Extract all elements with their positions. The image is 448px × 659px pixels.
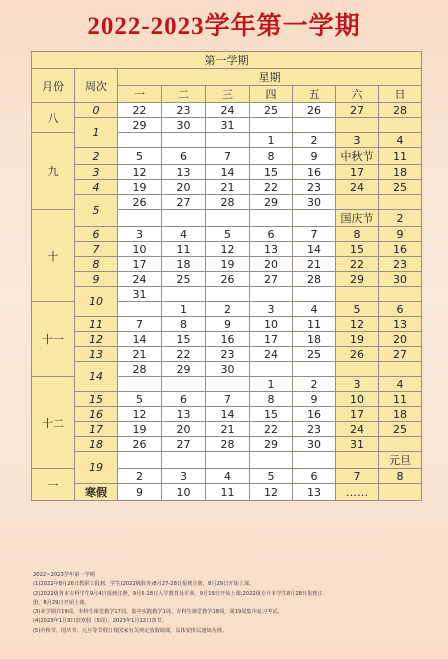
date-cell: 20 [162,180,206,195]
date-cell: 1 [250,377,293,392]
date-cell: 10 [250,317,293,332]
date-cell: 27 [162,437,206,452]
date-cell [293,362,336,377]
date-cell: 31 [206,118,250,133]
week-number-cell: 寒假 [75,484,118,501]
date-cell [293,118,336,133]
date-cell: 11 [206,484,250,501]
date-cell: 31 [118,287,162,302]
calendar-row [32,227,422,242]
date-cell [379,484,422,501]
date-cell: 16 [206,332,250,347]
date-cell: 23 [206,347,250,362]
date-cell: 6 [250,227,293,242]
date-cell: 11 [293,317,336,332]
date-cell: 14 [206,165,250,180]
date-cell [206,133,250,148]
month-cell: 九 [32,133,75,210]
date-cell: 29 [336,272,379,287]
date-cell: 19 [336,332,379,347]
calendar-row [32,148,422,165]
date-cell: 25 [293,347,336,362]
date-cell [379,287,422,302]
date-cell [162,287,206,302]
date-cell: 11 [379,392,422,407]
date-cell: 23 [162,103,206,118]
week-number-cell: 4 [75,180,118,195]
date-cell: 25 [379,180,422,195]
date-cell: 24 [336,422,379,437]
calendar-row [32,287,422,302]
calendar-row [32,272,422,287]
date-cell [379,437,422,452]
note-line: (4)2023年1月9日放寒假（5周），2023年1月22日春节。 [33,618,167,625]
date-cell: 16 [379,242,422,257]
date-cell: 21 [293,257,336,272]
notes [33,571,429,636]
date-cell: 8 [162,317,206,332]
date-cell [206,287,250,302]
date-cell [118,302,162,317]
date-cell: 22 [250,422,293,437]
semester-header: 第一学期 [32,52,422,69]
date-cell: 3 [336,133,379,148]
date-cell [206,210,250,227]
date-cell: 8 [379,469,422,484]
date-cell: 6 [293,469,336,484]
date-cell: 24 [250,347,293,362]
calendar-row [32,437,422,452]
week-number-cell: 16 [75,407,118,422]
date-cell: 13 [379,317,422,332]
date-cell: 7 [293,227,336,242]
date-cell: 26 [118,195,162,210]
month-cell: 十一 [32,302,75,377]
date-cell [250,210,293,227]
month-cell: 十二 [32,377,75,469]
weekday-header: 三 [206,86,250,103]
date-cell: 5 [206,227,250,242]
page-title: 2022-2023学年第一学期 [87,13,361,40]
date-cell: 22 [162,347,206,362]
calendar-row [32,103,422,118]
week-number-cell: 3 [75,165,118,180]
weekday-header: 六 [336,86,379,103]
calendar-row [32,195,422,210]
date-cell: 4 [162,227,206,242]
date-cell: 15 [162,332,206,347]
date-cell: 2 [118,469,162,484]
date-cell: 5 [336,302,379,317]
date-cell: 9 [118,484,162,501]
date-cell: 1 [250,133,293,148]
note-line: (3)本学期共19周，本科生课堂教学17周，集中实践教学1周。专科生课堂教学18周，第19周集中复习考试。 [33,609,283,616]
month-cell: 八 [32,103,75,133]
calendar-row [32,242,422,257]
date-cell [250,452,293,469]
date-cell: 10 [336,392,379,407]
date-cell [206,377,250,392]
date-cell: 8 [250,392,293,407]
date-cell: 15 [250,407,293,422]
date-cell: 25 [162,272,206,287]
date-cell: 25 [250,103,293,118]
date-cell: 3 [118,227,162,242]
week-number-cell: 11 [75,317,118,332]
date-cell: 26 [206,272,250,287]
week-number-cell: 15 [75,392,118,407]
date-cell: 11 [379,148,422,165]
week-number-cell: 0 [75,103,118,118]
date-cell: 15 [250,165,293,180]
calendar-row [32,422,422,437]
date-cell: 20 [162,422,206,437]
date-cell: 22 [118,103,162,118]
date-cell: 27 [250,272,293,287]
date-cell: 10 [118,242,162,257]
date-cell [379,118,422,133]
date-cell [162,210,206,227]
note-line: (1)2022年8月26日教职工报到，学生(2022级除外)8月27-28日报到注册，8月29日开始上课。 [33,581,255,588]
date-cell [162,452,206,469]
date-cell: 28 [293,272,336,287]
note-line: 册，8月29日开始上课。 [33,599,90,606]
note-line: (2)2022级各本专科学生9月4日报到注册，9月5-18日入学教育及军训，9月19日开始上课;2022级专升本学生8月28日报到注 [33,590,323,597]
date-cell: 2 [379,210,422,227]
week-column-header: 周次 [75,69,118,103]
date-cell: 25 [379,422,422,437]
date-cell: 国庆节 [336,210,379,227]
date-cell [336,287,379,302]
date-cell: 9 [206,317,250,332]
date-cell: 24 [118,272,162,287]
week-number-cell: 19 [75,452,118,484]
date-cell: 21 [118,347,162,362]
date-cell: 9 [379,227,422,242]
date-cell: 8 [250,148,293,165]
date-cell [336,195,379,210]
date-cell: 2 [293,377,336,392]
week-number-cell: 7 [75,242,118,257]
date-cell: 30 [293,437,336,452]
calendar-row [32,180,422,195]
calendar-row [32,452,422,469]
calendar-body [32,103,422,501]
date-cell: 29 [250,437,293,452]
date-cell [293,287,336,302]
date-cell [250,287,293,302]
date-cell: 28 [206,195,250,210]
calendar-row [32,165,422,180]
date-cell [379,195,422,210]
month-cell: 十 [32,210,75,302]
date-cell [250,362,293,377]
calendar-row [32,118,422,133]
calendar-row [32,392,422,407]
date-cell: 8 [336,227,379,242]
date-cell: 2 [293,133,336,148]
date-cell: 7 [206,392,250,407]
date-cell: 5 [250,469,293,484]
date-cell: 9 [293,148,336,165]
date-cell: 7 [336,469,379,484]
week-number-cell: 6 [75,227,118,242]
date-cell: 30 [206,362,250,377]
note-line: 2022~2023学年第一学期 [33,572,95,578]
date-cell: 4 [379,377,422,392]
week-number-cell: 9 [75,272,118,287]
date-cell [206,452,250,469]
date-cell: 21 [206,180,250,195]
week-number-cell: 2 [75,148,118,165]
date-cell: 10 [162,484,206,501]
calendar-row [32,407,422,422]
date-cell: 16 [293,165,336,180]
date-cell: 14 [206,407,250,422]
date-cell: 20 [379,332,422,347]
calendar-row [32,484,422,501]
date-cell [336,362,379,377]
date-cell: 14 [293,242,336,257]
date-cell: 4 [206,469,250,484]
weekday-header: 日 [379,86,422,103]
date-cell: 28 [379,103,422,118]
date-cell: 5 [118,148,162,165]
date-cell: 17 [118,257,162,272]
date-cell: 27 [336,103,379,118]
semester-calendar-table [31,51,422,501]
date-cell: 12 [118,407,162,422]
week-number-cell: 17 [75,422,118,437]
date-cell [293,210,336,227]
date-cell: 26 [293,103,336,118]
date-cell: 1 [162,302,206,317]
weekday-group-header: 星期 [118,69,422,86]
date-cell: 中秋节 [336,148,379,165]
week-number-cell: 12 [75,332,118,347]
week-number-cell: 13 [75,347,118,362]
date-cell [118,210,162,227]
date-cell: 2 [206,302,250,317]
date-cell: 13 [162,165,206,180]
date-cell: 19 [118,422,162,437]
date-cell: 22 [250,180,293,195]
date-cell: 31 [336,437,379,452]
date-cell: 30 [379,272,422,287]
date-cell [379,362,422,377]
date-cell: 27 [379,347,422,362]
date-cell [293,452,336,469]
date-cell: 29 [162,362,206,377]
date-cell: 20 [250,257,293,272]
date-cell: 28 [206,437,250,452]
date-cell: 4 [293,302,336,317]
date-cell: 3 [250,302,293,317]
weekday-header: 五 [293,86,336,103]
date-cell: 元旦 [379,452,422,469]
week-number-cell: 5 [75,195,118,227]
date-cell: 23 [293,180,336,195]
date-cell: 19 [206,257,250,272]
date-cell: 6 [162,148,206,165]
month-cell: 一 [32,469,75,501]
date-cell [336,118,379,133]
date-cell: 11 [162,242,206,257]
date-cell: 24 [206,103,250,118]
date-cell: 17 [250,332,293,347]
date-cell: 30 [293,195,336,210]
date-cell: 18 [379,165,422,180]
weekday-header: 一 [118,86,162,103]
date-cell: 23 [379,257,422,272]
date-cell: 14 [118,332,162,347]
date-cell: 21 [206,422,250,437]
month-column-header: 月份 [32,69,75,103]
date-cell [118,133,162,148]
date-cell [162,133,206,148]
calendar-row [32,257,422,272]
date-cell: 24 [336,180,379,195]
date-cell: 18 [379,407,422,422]
date-cell [118,452,162,469]
week-number-cell: 8 [75,257,118,272]
calendar-row [32,317,422,332]
date-cell: 26 [336,347,379,362]
date-cell: 6 [379,302,422,317]
date-cell [250,118,293,133]
date-cell: 5 [118,392,162,407]
date-cell [162,377,206,392]
date-cell: 4 [379,133,422,148]
date-cell: 12 [206,242,250,257]
date-cell: 22 [336,257,379,272]
date-cell: 12 [336,317,379,332]
date-cell: 12 [250,484,293,501]
date-cell [336,452,379,469]
date-cell: 18 [293,332,336,347]
note-line: (5)中秋节、国庆节、元旦等节假日按国家有关规定放假调课，具体安排以通知为准。 [33,627,228,634]
date-cell: 9 [293,392,336,407]
date-cell: 6 [162,392,206,407]
calendar-row [32,332,422,347]
calendar-row [32,362,422,377]
date-cell: 29 [118,118,162,133]
calendar-row [32,347,422,362]
date-cell: 15 [336,242,379,257]
date-cell: 7 [206,148,250,165]
date-cell: 26 [118,437,162,452]
week-number-cell: 10 [75,287,118,317]
date-cell: 27 [162,195,206,210]
date-cell: 12 [118,165,162,180]
date-cell: 29 [250,195,293,210]
date-cell: 16 [293,407,336,422]
date-cell [118,377,162,392]
date-cell: 23 [293,422,336,437]
week-number-cell: 18 [75,437,118,452]
date-cell: 30 [162,118,206,133]
weekday-header: 四 [250,86,293,103]
date-cell: 28 [118,362,162,377]
date-cell: 18 [162,257,206,272]
date-cell: 13 [293,484,336,501]
date-cell: 7 [118,317,162,332]
date-cell: 3 [336,377,379,392]
date-cell: 13 [162,407,206,422]
date-cell: 19 [118,180,162,195]
date-cell: …… [336,484,379,501]
week-number-cell: 1 [75,118,118,148]
date-cell: 13 [250,242,293,257]
date-cell: 3 [162,469,206,484]
weekday-header: 二 [162,86,206,103]
date-cell: 17 [336,407,379,422]
week-number-cell: 14 [75,362,118,392]
date-cell: 17 [336,165,379,180]
